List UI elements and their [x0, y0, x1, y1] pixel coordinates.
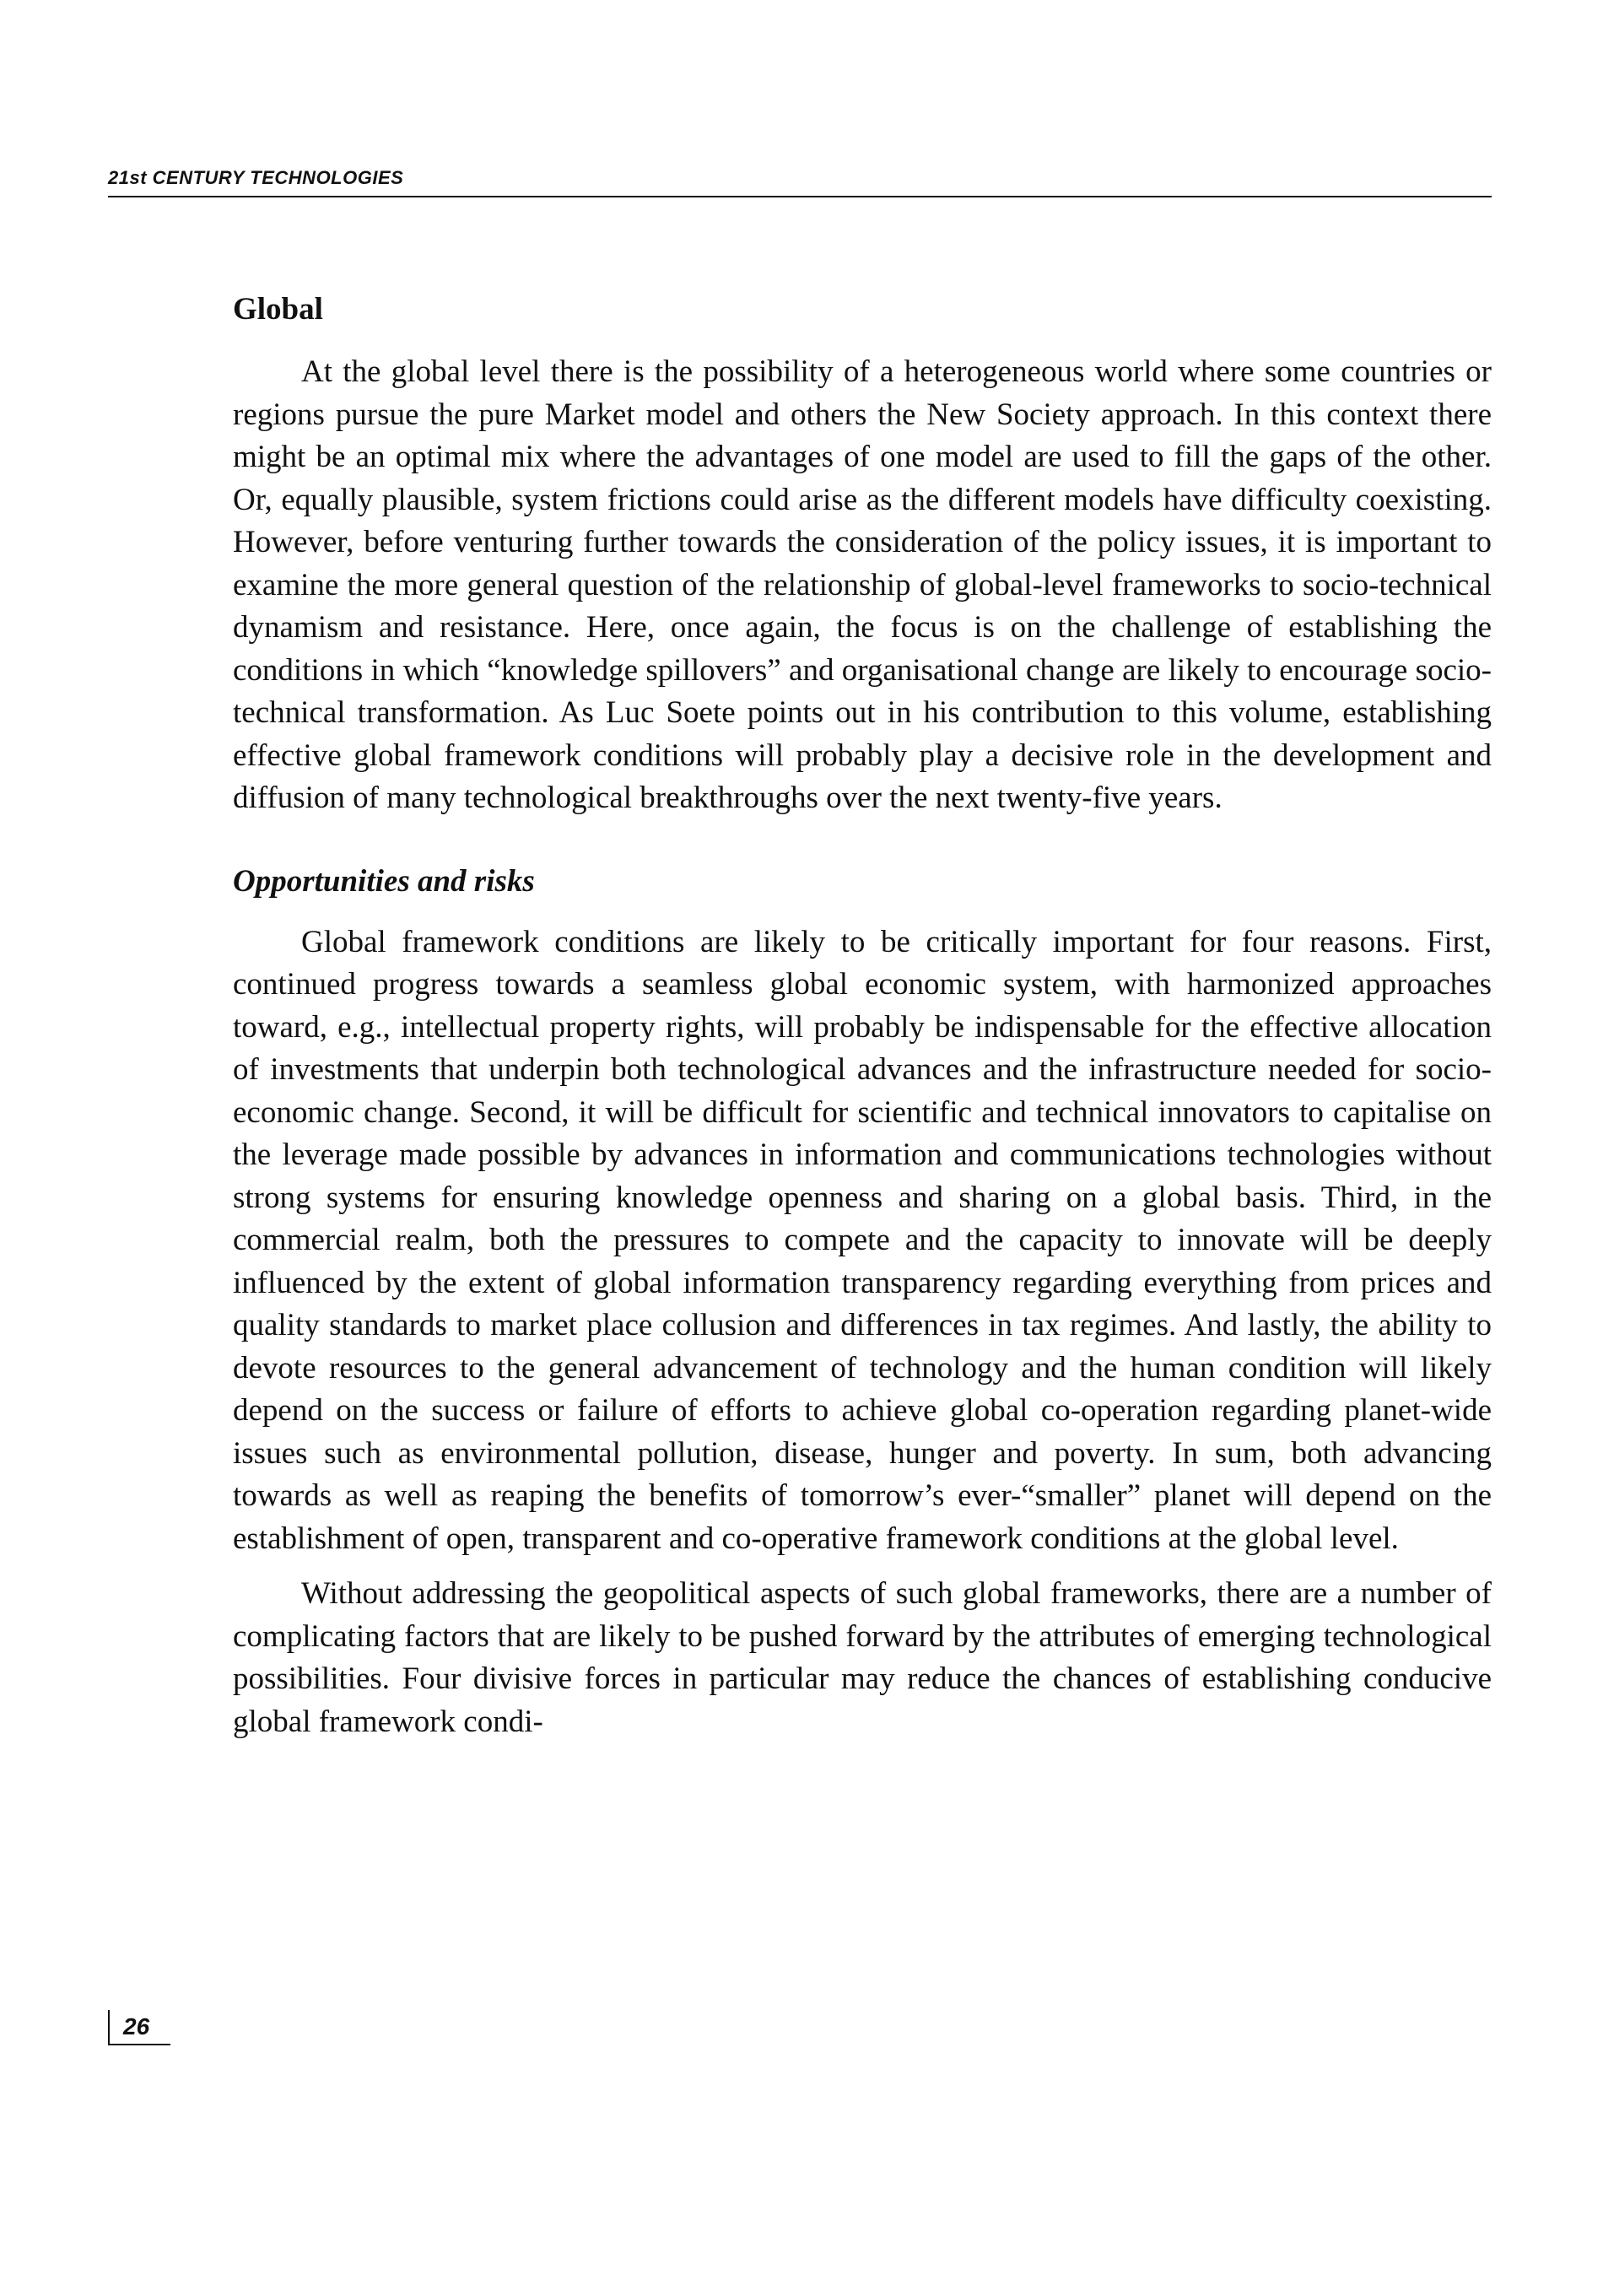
- subsection-heading-opportunities: Opportunities and risks: [233, 863, 535, 899]
- page-number: 26: [108, 2010, 170, 2045]
- paragraph-opportunities-1: Global framework conditions are likely to be critically important for four reasons. First, continued progress towards a seamless global economic system, with harmonized approaches toward, e.g., intellectual property rights, will probably be indispensable for the effective allocation of investments that underpin both technological advances and the infrastructure needed for socio-economic change. Second, it will be difficult for scientific and technical innovators to capitalise on the leverage made possible by advances in information and communications technologies without strong systems for ensuring knowledge openness and sharing on a global basis. Third, in the commercial realm, both the pressures to compete and the capacity to innovate will be deeply influenced by the extent of global information transparency regarding everything from prices and quality standards to market place collusion and differences in tax regimes. And lastly, the ability to devote resources to the general advancement of technology and the human condition will likely depend on the success or failure of efforts to achieve global co-operation regarding planet-wide issues such as environmental pollution, disease, hunger and poverty. In sum, both advancing towards as well as reaping the benefits of tomorrow’s ever-“smaller” planet will depend on the establishment of open, transparent and co-operative framework conditions at the global level.: [233, 924, 1492, 1556]
- main-content: [233, 289, 1492, 1743]
- section-heading-global: Global: [233, 292, 323, 327]
- running-title: 21st CENTURY TECHNOLOGIES: [108, 167, 404, 188]
- paragraph-opportunities-2: Without addressing the geopolitical aspects of such global frameworks, there are a number of complicating factors that are likely to be pushed forward by the attributes of emerging technological possibilities. Four divisive forces in particular may reduce the chances of establishing conducive global framework condi-: [233, 1576, 1492, 1739]
- paragraph-global-1: At the global level there is the possibility of a heterogeneous world where some countries or regions pursue the pure Market model and others the New Society approach. In this context there might be an optimal mix where the advantages of one model are used to fill the gaps of the other. Or, equally plausible, system frictions could arise as the different models have difficulty coexisting. However, before venturing further towards the consideration of the policy issues, it is important to examine the more general question of the relationship of global-level frameworks to socio-technical dynamism and resistance. Here, once again, the focus is on the challenge of establishing the conditions in which “knowledge spillovers” and organisational change are likely to encourage socio-technical transformation. As Luc Soete points out in his contribution to this volume, establishing effective global framework conditions will probably play a decisive role in the development and diffusion of many technological breakthroughs over the next twenty-five years.: [233, 354, 1492, 815]
- header-rule: [108, 196, 1492, 197]
